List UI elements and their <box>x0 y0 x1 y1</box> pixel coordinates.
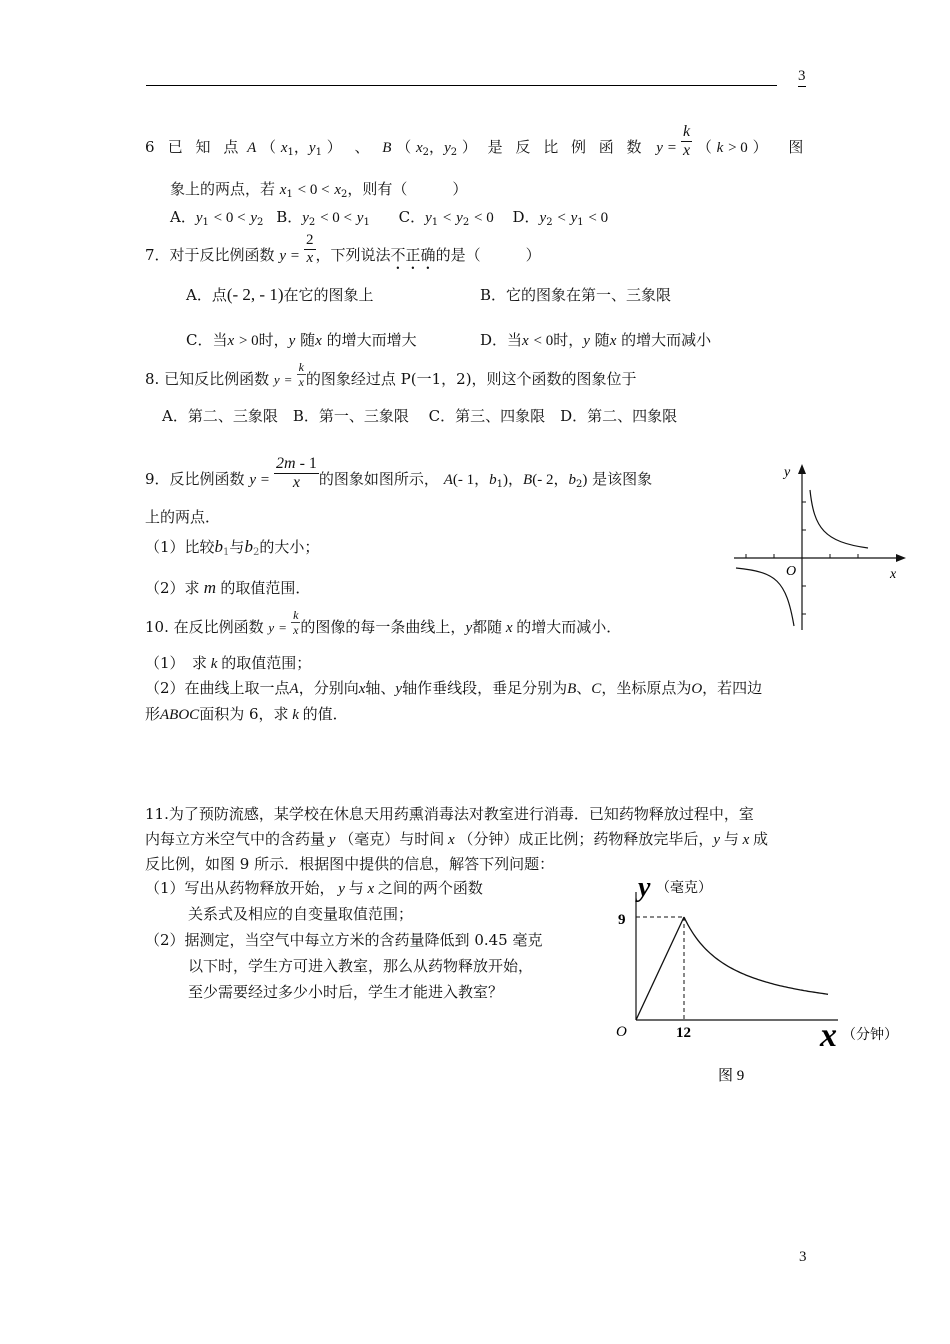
q11-line2: 内每立方米空气中的含药量 y （毫克）与时间 x （分钟）成正比例；药物释放完毕后，y 与 x 成 <box>145 830 769 848</box>
q10-part2-line2: 形ABOC面积为 6，求 k 的值． <box>145 705 348 723</box>
q11-rising-segment <box>636 917 684 1020</box>
q9-stem: 9．反比例函数 y = $\frac{2m - 1}{x}$ 的图象如图所示， A(- 1，$b_1$)，B(- 2，$b_2$) 是该图象 <box>145 454 653 491</box>
q8-stem: 8. 已知反比例函数 y = $\frac{k}{x}$ 的图象经过点 P(一1，2)，则这个函数的图象位于 <box>145 359 637 389</box>
q11-line3: 反比例，如图 9 所示．根据图中提供的信息，解答下列问题： <box>145 855 555 873</box>
q11-peak-y-label: 9 <box>618 912 626 928</box>
header-rule <box>146 85 777 86</box>
q6-line2: 象上的两点，若 $x_1 < 0 < x_2$，则有（ ） <box>170 180 468 200</box>
footer-page-number: 3 <box>799 1249 807 1265</box>
q9-part1: （1）比较$b_1$与$b_2$的大小； <box>145 537 320 558</box>
header-underline-page <box>798 86 806 87</box>
q11-part1: （1）写出从药物释放开始， y 与 x 之间的两个函数 <box>145 879 483 897</box>
q11-y-axis-letter: y <box>638 872 651 903</box>
q6-options: A．$y_1 < 0 < y_2$ B．$y_2 < 0 < y_1$ C．$y_1 < y_2 < 0$ D．$y_2 < y_1 < 0$ <box>170 208 609 228</box>
q11-peak-x-label: 12 <box>676 1025 691 1041</box>
q10-part2: （2）在曲线上取一点A，分别向x轴、y轴作垂线段，垂足分别为B、C，坐标原点为O，若四边 <box>145 679 763 697</box>
q11-part1-line2: 关系式及相应的自变量取值范围； <box>188 905 414 923</box>
q7-option-c: C．当x > 0时，y 随x 的增大而增大 <box>186 331 417 349</box>
q9-curve-quadrant-1 <box>810 490 868 548</box>
q11-origin-label: O <box>616 1024 627 1040</box>
header-page-number: 3 <box>798 68 806 84</box>
q11-part2-line2: 以下时，学生方可进入教室，那么从药物释放开始， <box>188 957 534 975</box>
q11-figure-9 <box>606 870 906 1090</box>
q9-x-arrow <box>896 554 906 562</box>
q8-options: A．第二、三象限 B．第一、三象限 C．第三、四象限 D．第二、四象限 <box>162 407 678 425</box>
q9-graph <box>728 458 908 638</box>
q7-option-a: A．点(- 2, - 1)在它的图象上 <box>186 285 374 304</box>
q9-x-label: x <box>890 567 897 582</box>
q9-y-label: y <box>784 465 791 480</box>
q11-x-axis-unit: （分钟） <box>842 1028 898 1043</box>
q11-decay-curve <box>684 917 828 994</box>
q9-part2: （2）求 m 的取值范围． <box>145 578 311 597</box>
q11-line1: 11.为了预防流感，某学校在休息天用药熏消毒法对教室进行消毒．已知药物释放过程中，室 <box>145 805 754 823</box>
q10-part1: （1） 求 k 的取值范围； <box>145 654 312 672</box>
q11-y-axis-unit: （毫克） <box>656 881 712 896</box>
q11-part2-line3: 至少需要经过多少小时后，学生才能进入教室？ <box>188 983 504 1001</box>
q11-part2-line1: （2）据测定，当空气中每立方米的含药量降低到 0.45 毫克 <box>145 931 543 949</box>
q7-option-b: B．它的图象在第一、三象限 <box>480 286 672 304</box>
q7-option-d: D．当x < 0时，y 随x 的增大而减小 <box>480 331 712 349</box>
q11-x-axis-letter: x <box>820 1017 837 1054</box>
q6-stem: 6 已 知 点 A （ $x_1$，$y_1$ ） 、 B （ $x_2$，$y_2$ ） 是 反 比 例 函 数 y = $\frac{k}{x}$ （ k > 0 ） 图 <box>145 122 804 159</box>
q9-y-arrow <box>798 464 806 474</box>
q9-origin-label: O <box>786 564 797 579</box>
q10-stem: 10. 在反比例函数 y = $\frac{k}{x}$ 的图像的每一条曲线上，y都随 x 的增大而减小． <box>145 607 622 637</box>
q7-stem: 7．对于反比例函数 y = $\frac{2}{x}$ ，下列说法不正确的是（ ） <box>145 231 541 266</box>
q11-caption: 图 9 <box>718 1068 745 1084</box>
q9-line2: 上的两点． <box>145 508 221 526</box>
